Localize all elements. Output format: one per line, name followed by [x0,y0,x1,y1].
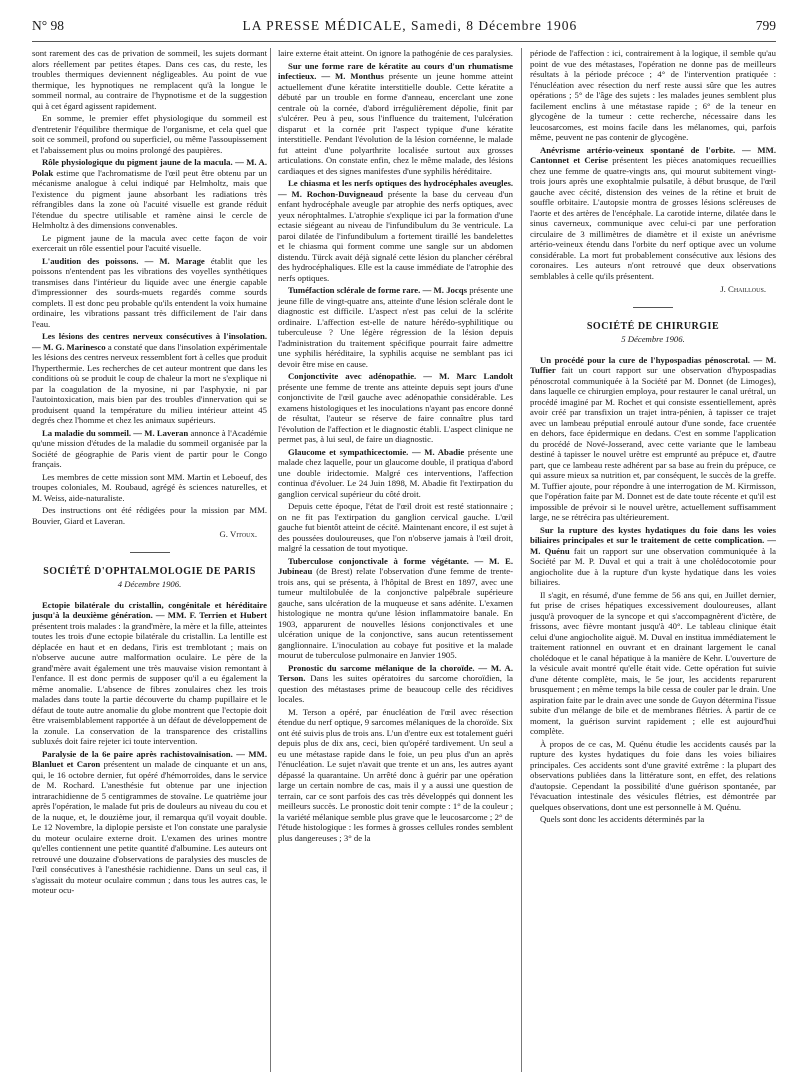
article-text: fait un court rapport sur une observation d'hypospadias pénoscrotal communiquée à la Société par M. Donnet (de Limoges), dans laquelle ce chirurgien employa, pour restaurer le canal urétral, un procédé imaginé par M. Rochet et qui consiste essentiellement, après avoir créé par transfixion un trajet intra-pénien, à tapisser ce trajet avec un lambeau préputial enroulé autour d'une sonde, face cruentée en dehors, face épidermique en dedans. C'est en somme l'application du procédé de Nové-Josserand, avec cette variante que le lambeau destiné à tapisser le nouvel urètre est emprunté au prépuce et, d'autre part, que ce lambeau reste adhérent par sa base au frein du prépuce, ce qui assure mieux sa nutrition et, par conséquent, le succès de la greffe. M. Tuffier ajoute, pour répondre à une interrogation de M. Kirmisson, que l'opération faite par M. Donnet est de date toute récente et qu'il est impossible de prévoir si le nouvel urètre, actuellement suffisamment large, ne se rétrécira pas ultérieurement. [530,365,776,522]
paragraph: Depuis cette époque, l'état de l'œil droit est resté stationnaire ; on ne fit pas l'extirpation du ganglion cervical gauche. L'œil gauche fut bientôt atteint de cécité. Maintenant encore, il est sujet à des poussées douloureuses, que l'on n'observe jamais à l'œil droit, malgré la cessation de tout myotique. [278,501,513,553]
column-1 [32,48,267,898]
paragraph: Quels sont donc les accidents déterminés par la [540,814,705,824]
article-text: présentent trois malades : la grand'mère, la mère et la fille, atteintes toutes les trois d'une ectopie bilatérale du cristallin. La lentille est déplacée en haut et en dedans, l'iris est tremblotant ; mais on n'observe aucune autre malformation oculaire. Le père de la grand'mère avait également une très mauvaise vision remontant à l'enfance. Il est donc permis de supposer qu'il a eu également la même anomalie. L'absence de fibres zonulaires chez les trois malades dans toute la partie découverte du champ pupillaire et le défaut de toute autre anomalie du globe montrent que l'ectopie doit être vraisemblablement rapportée à un défaut de développement de la zonule. La conservation de la transparence des cristallins subluxés doit faire rejeter ici toute intervention. [32,620,267,746]
column-rule [521,48,522,1072]
article-text: annonce à l'Académie qu'une mission d'études de la maladie du sommeil organisée par la Société de géographie de Paris vient de partir pour le Congo français. [32,427,267,469]
article-text: (de Brest) relate l'observation d'une femme de trente-trois ans, qui se présenta, à l'hôpital de Brest en 1897, avec une tumeur multilobulée de la conjonctive palpébrale supérieure gauche, sans ulcération de la muqueuse et sans adénite. L'examen histologique ne montra qu'une lésion inflammatoire banale. En 1903, apparurent de nouvelles lésions conjonctivales et une ulcération unique de la conjonctive, sans aucun retentissement ganglionnaire. L'inoculation au cobaye fut positive et la malade mourut de tuberculose pulmonaire en Janvier 1905. [278,566,513,660]
page-number: 799 [755,18,776,33]
article-heading: Paralysie de la 6e paire après rachistovaïnisation. — MM. Blanluet et Caron [32,748,267,769]
article [530,355,776,523]
article-heading: Le chiasma et les nerfs optiques des hydrocéphales aveugles. — M. Rochon-Duvigneaud [278,178,513,199]
article-text: estime que l'achromatisme de l'œil peut être obtenu par un mécanisme analogue à celui indiqué par Helmholtz, mais que l'existence du pigment jaune absorbant les radiations très réfrangibles dans la zone où l'acuité visuelle est grande réduit l'étendue du spectre utilisable et ramène ainsi le cercle de Helmholtz à des dimensions convenables. [32,167,268,230]
article-text: présente la base du cerveau d'un enfant hydrocéphale aveugle par atrophie des nerfs optiques, avec yeux nérophtalmes. L'atrophie s'explique ici par la formation d'une ectasie siégeant au niveau de l'infundibulum du 3e ventricule. La paroi dilatée de l'infundibulum a fortement tiraillé les bandelettes et le chiasma qui forment comme une sangle sur un abdomen distendu. Türck avait déjà signalé cette lésion du plancher cérébral des hydrocéphaliques. Elle est la cause immédiate de l'atrophie des nerfs optiques. [278,188,513,283]
article-heading: Anévrisme artério-veineux spontané de l'orbite. — MM. Cantonnet et Cerise [530,144,776,165]
separator [130,552,170,553]
column-2 [278,48,513,845]
paragraph: En somme, le premier effet physiologique du sommeil est d'entretenir l'équilibre thermique de l'organisme, et cela quel que soit ce sommeil, profond ou superficiel, ou même l'assoupissement et l'abaissement plus ou moins prolongé des paupières. [32,113,267,155]
article-text: présente une malade chez laquelle, pour un glaucome double, il pratiqua d'abord une double iridectomie. Malgré ces interventions, l'affection continua d'évoluer. Le 24 Juin 1898, M. Abadie fit l'extirpation du ganglion cervical supérieur du côté droit. [278,446,513,499]
article-heading: Conjonctivite avec adénopathie. — M. Marc Landolt [288,371,513,381]
article-text: a constaté que dans l'insolation expérimentale les lésions des centres nerveux ressemblent fort à celles que produit l'hyperthermie. Les recherches de cet auteur montrent que dans les conditions où se produit le coup de chaleur la mort ne s'explique ni par la coagulation de la myosine, ni par l'asphyxie, ni par l'autointoxication, mais bien par des troubles d'innervation qui se produisent quand la température du milieu intérieur atteint 45 degrés chez l'homme et chez les animaux supérieurs. [32,341,267,425]
article-heading: Tuméfaction sclérale de forme rare. — M. Jocqs [288,285,467,295]
article-heading: Glaucome et sympathicectomie. — M. Abadie [288,446,465,457]
article [530,525,776,588]
article [278,285,513,369]
article-heading: Tuberculose conjonctivale à forme végétante. — M. E. Jubineau [278,555,513,576]
article [278,371,513,445]
article-heading: L'audition des poissons. — M. Marage [42,255,205,266]
article-heading: Les lésions des centres nerveux consécutives à l'insolation. — M. G. Marinesco [32,331,267,352]
article-text: établit que les poissons n'entendent pas les vibrations des voyelles synthétiques transmises dans l'intérieur du liquide avec une énergie capable d'impressionner des sourds-muets regardés comme sourds complets. Il est donc peu probable qu'ils entendent la voix humaine ordinaire, les vibrations passant très difficilement de l'air dans l'eau. [32,255,268,329]
article [32,749,267,896]
article [278,447,513,500]
article-text: présentent les pièces anatomiques recueillies chez une femme de quatre-vingts ans, qui mourut subitement vingt-trois jours après une exophtalmie pulsatile, à début brusque, de l'œil gauche avec cécité, distension des veines de la rétine et bruit de souffle orbitaire. L'autopsie montra de grosses lésions scléreuses de l'aorte et des artères de l'encéphale. La carotide interne, dilatée dans le sinus caverneux, communique avec celui-ci par une perforation circulaire de 3 millimètres de diamètre et il existe un anévrisme artério-veineux étendu dans l'orbite du nerf optique avec un volume considérable. La mort fut probablement consécutive aux lésions des coronaires. Les auteurs n'ont retrouvé que deux observations semblables à celle qu'ils présentent. [530,155,776,281]
paragraph: sont rarement des cas de privation de sommeil, les sujets dormant alors réellement par petites étapes. Dans ces cas, du reste, les troubles thermiques deviennent négligeables. Au point de vue thermique, les hypnotiques ne remplacent qu'à la longue le sommeil normal, au contraire de l'hypnotisme et de la suggestion qui à cet égard agissent rapidement. [32,48,267,111]
paragraph: Les membres de cette mission sont MM. Martin et Leboeuf, des troupes coloniales, M. Roubaud, agrégé ès sciences naturelles, et M. Weiss, aide-naturaliste. [32,471,267,503]
article-heading: Sur une forme rare de kératite au cours d'un rhumatisme infectieux. — M. Monthus [278,60,513,81]
column-3 [530,48,776,827]
signature: J. Chaillous. [720,284,766,294]
separator [633,307,673,308]
article [530,145,776,282]
paragraph: Des instructions ont été rédigées pour la mission par MM. Bouvier, Giard et Laveran. [32,505,267,526]
article [32,256,267,330]
article-text: présentent un malade de cinquante et un ans, qui, le 16 octobre dernier, fut opéré d'hémorroïdes, dans le service de M. Rochard. L'anesthésie fut obtenue par une injection intrarachidienne de 5 centigrammes de stovaïne. Le quatrième jour après l'opération, le malade fut pris de douleurs au niveau du cou et de la nuque, et, le douzième jour, il remarqua qu'il voyait double. Le 12 Novembre, la diplopie persiste et l'on constate une paralysie du moteur oculaire externe droit. L'examen des urines montre qu'elles contiennent une petite quantité d'albumine. Les auteurs ont retrouvé une douzaine d'observations de paralysies des muscles de l'œil consécutives à l'anesthésie rachidienne. Dans un seul cas, il s'agissait du moteur oculaire commun ; dans tous les autres cas, le moteur ocu- [32,759,267,895]
issue-number: N° 98 [32,18,65,33]
article [278,556,513,661]
article [32,157,267,231]
article-heading: Sur la rupture des kystes hydatiques du foie dans les voies biliaires principales et sur le traitement de cette complication. — M. Quénu [530,524,776,556]
article-text: fait un rapport sur une observation communiquée à la Société par M. P. Duval et qui a trait à une cholédocotomie pour angiocholite due à la rupture d'un kyste hydatique dans les voies biliaires. [530,545,777,587]
article-text: Dans les suites opératoires du sarcome choroïdien, la question des métastases prime de beaucoup celle des récidives locales. [278,673,514,704]
article-heading: Ectopie bilatérale du cristallin, congénitale et héréditaire jusqu'à la deuxième génération. — MM. F. Terrien et Hubert [32,599,267,620]
article [278,663,513,705]
article-text: présente un jeune homme atteint actuellement d'une kératite interstitielle double. Cette kératite a débuté par un trouble en forme d'anneau, encerclant une zone centrale où la cornée, d'abord irrégulièrement dépolie, finit par s'ulcérer. Peu à peu, sous l'influence du traitement, l'ulcération disparut et la cornée prit l'aspect typique d'une kératite interstitielle. Pendant l'évolution de la lésion cornéenne, le malade fut atteint d'une polyarthrite localisée surtout aux grosses articulations. On constate enfin, chez le même malade, des lésions cardiaques et des signes manifestes d'une syphilis héréditaire. [278,71,514,176]
article-heading: La maladie du sommeil. — M. Laveran [42,427,189,438]
signature: G. Vitoux. [219,529,257,539]
article [32,428,267,470]
paragraph: période de l'affection : ici, contrairement à la logique, il semble qu'au point de vue des métastases, l'opération ne donne pas de meilleurs résultats à la période précoce ; 4° de l'intervention pratiquée : l'énucléation avec résection du nerf reste aussi sûre que les autres opérations ; 5° de l'âge des sujets : les malades jeunes semblent plus facilement enclins à une métastase rapide ; 6° de la teneur en glycogène de la tumeur : cette recherche, nécessaire dans les leucosarcomes, est moins facile dans les mélanomes, qui, parfois même, peuvent ne pas contenir de glycogène. [530,48,776,142]
newspaper-title: LA PRESSE MÉDICALE, Samedi, 8 Décembre 1906 [242,18,578,33]
article [278,61,513,177]
section-title: SOCIÉTÉ DE CHIRURGIE [586,320,720,332]
article-heading: Pronostic du sarcome mélanique de la choroïde. — M. A. Terson. [278,662,513,683]
article-text: présente une femme de trente ans atteinte depuis sept jours d'une conjonctivite de l'œil gauche avec adénopathie considérable. Les examens histologiques et les inoculations n'ayant pas encore donné de résultat, l'auteur se réserve de faire connaître plus tard l'évolution de l'affection et le diagnostic établi. L'aspect clinique ne permet pas, à lui seul, de faire un diagnostic. [278,381,513,444]
column-rule [270,48,271,1072]
article [278,178,513,283]
article-heading: Rôle physiologique du pigment jaune de la macula. — M. A. Polak [32,157,267,178]
paragraph: Il s'agit, en résumé, d'une femme de 56 ans qui, en Juillet dernier, fut prise de crises hépatiques excessivement douloureuses, allant jusqu'à provoquer de la syncope et qui s'accompagnèrent d'ictère, de frissons, avec fièvre montant jusqu'à 40°. Le tableau clinique était celui d'une angiocholite aiguë. M. Duval en institua immédiatement le traitement rationnel en ouvrant et en drainant largement le canal cholédoque et le canal hépatique à la manière de Kehr. L'ouverture de la vésicule avait montré qu'elle était vide. Cette opération fut suivie d'une détente complète, mais, le 5e jour, les accidents reparurent brusquement ; en même temps la bile cessa de couler par le drain. Une aspiration faite par le drain avec une sonde de Guyon détermina l'issue subite d'un mélange de bile et de membranes flétries. À partir de ce moment, la guérison survint rapidement ; elle est aujourd'hui complète. [530,589,776,736]
paragraph: laire externe était atteint. On ignore la pathogénie de ces paralysies. [278,48,513,58]
section-date: 4 Décembre 1906. [117,579,182,589]
article-text: présente une jeune fille de vingt-quatre ans, atteinte d'une lésion sclérale dont le diagnostic est difficile. L'aspect n'est pas celui de la sclérite ordinaire. L'affection est-elle de nature hérédo-syphilitique ou tuberculeuse ? Une légère régression de la lésion depuis l'administration du traitement spécifique pourrait faire admettre une syphilis héréditaire, la syphilis acquise ne semblant pas ici devoir être mise en cause. [278,285,514,369]
article-heading: Un procédé pour la cure de l'hypospadias pénoscrotal. — M. Tuffier [530,354,776,375]
section-title: SOCIÉTÉ D'OPHTALMOLOGIE DE PARIS [43,565,256,577]
article [32,600,267,747]
page-header [32,18,776,42]
paragraph: M. Terson a opéré, par énucléation de l'œil avec résection étendue du nerf optique, 9 sarcomes mélaniques de la choroïde. Six ont été suivis plus de trois ans. L'un d'entre eux est totalement guéri depuis plus de dix ans, ceci, bien qu'opéré tardivement. Un seul a eu une métastase rapide dans le foie, un peu plus d'un an après l'énucléation. Le sujet n'avait que trente et un ans, les autres ayant dépassé la quarantaine. Un arrêté donc à guérir par une opération large un certain nombre de cas, mais il y a aussi une question de terrain, car ce sont parfois des cas très développés qui donnent les meilleurs succès. Le pronostic doit tenir compte : 1° de la couleur ; la variété mélanique semble plus grave que le leucosarcome ; 2° de l'étude histologique : les formes à grosses cellules rondes semblent plus dangereuses ; 3° de la [278,706,513,843]
article [32,331,267,426]
paragraph: Le pigment jaune de la macula avec cette façon de voir exercerait un rôle essentiel pour l'acuité visuelle. [32,232,267,253]
section-date: 5 Décembre 1906. [621,334,685,344]
paragraph: À propos de ce cas, M. Quénu étudie les accidents causés par la rupture des kystes hydatiques du foie dans les voies biliaires principales. Ces accidents sont d'une gravité extrême : la plupart des observations publiées dans la littérature sont, en effet, des relations d'autopsie. Cependant la possibilité d'une guérison spontanée, par l'évacuation intestinale des vésicules flétries, est démontrée par quelques observations, dont une est personnelle à M. Quénu. [530,738,776,812]
